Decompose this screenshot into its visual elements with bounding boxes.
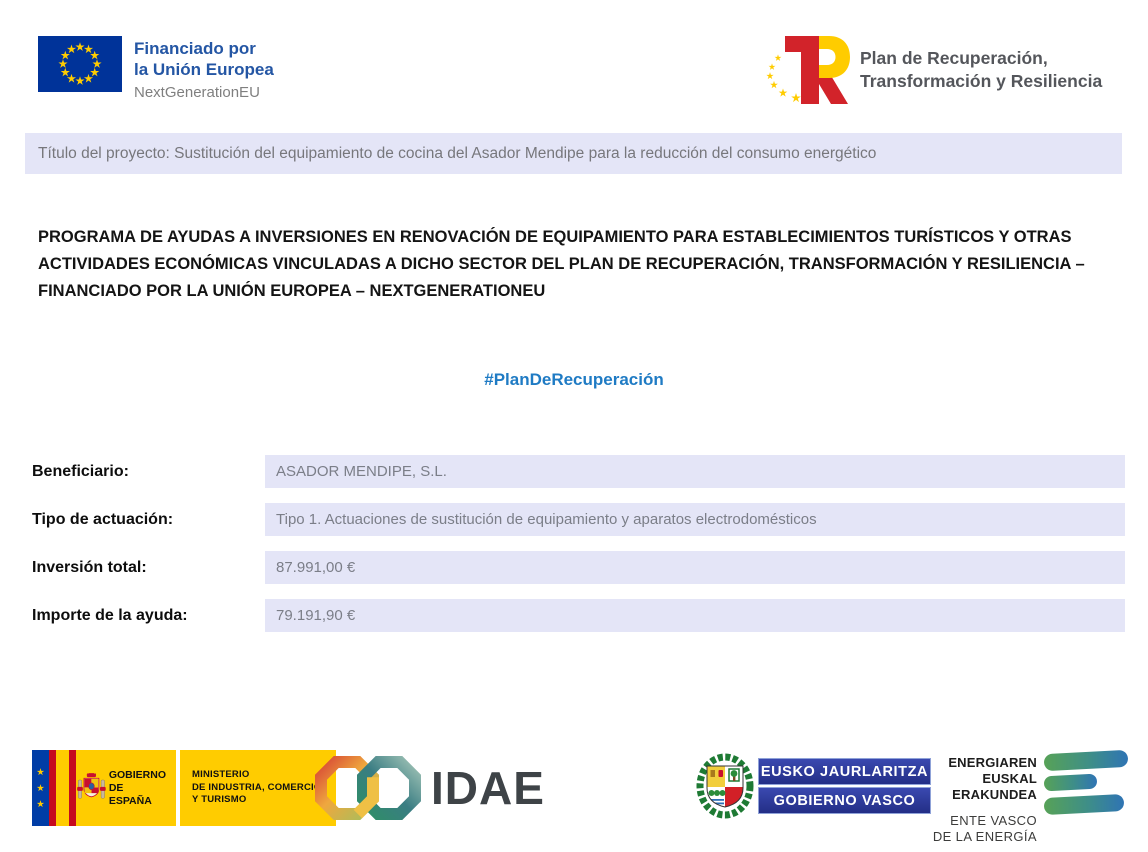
basque-coat-of-arms-icon	[694, 750, 756, 822]
spain-government-logo	[32, 750, 336, 826]
eve-label-line4: DE LA ENERGÍA	[932, 829, 1037, 844]
eve-label-line2: EUSKAL ERAKUNDEA	[952, 771, 1037, 802]
detail-label: Importe de la ayuda:	[32, 607, 188, 624]
detail-label: Beneficiario:	[32, 463, 129, 480]
spain-coat-of-arms-icon	[76, 756, 107, 820]
eu-flag-icon	[38, 36, 122, 92]
idae-rings-icon	[313, 752, 425, 824]
ministry-label-line3: Y TURISMO	[192, 794, 247, 806]
nextgenerationeu-label: NextGenerationEU	[134, 84, 260, 101]
gobierno-label-line1: GOBIERNO	[108, 768, 166, 781]
eu-funding-line1: Financiado por	[134, 39, 256, 58]
gobierno-label-line2: DE ESPAÑA	[108, 781, 152, 807]
detail-value: 87.991,00 €	[265, 551, 1125, 584]
ministry-label-line2: DE INDUSTRIA, COMERCIO	[192, 781, 322, 793]
eu-funding-logo	[38, 36, 274, 103]
eve-e-icon	[1044, 752, 1128, 813]
eve-label-line3: ENTE VASCO	[950, 813, 1037, 828]
basque-government-logo	[694, 750, 931, 822]
detail-label: Tipo de actuación:	[32, 511, 174, 528]
detail-row-beneficiario	[0, 455, 1148, 488]
prtr-logo-icon	[757, 28, 852, 112]
prtr-title-line1: Plan de Recuperación,	[860, 48, 1048, 68]
eve-label-line1: ENERGIAREN	[948, 755, 1037, 770]
detail-value: 79.191,90 €	[265, 599, 1125, 632]
detail-value: Tipo 1. Actuaciones de sustitución de equipamiento y aparatos electrodomésticos	[265, 503, 1125, 536]
program-heading: PROGRAMA DE AYUDAS A INVERSIONES EN RENOVACIÓN DE EQUIPAMIENTO PARA ESTABLECIMIENTOS TURÍSTICOS Y OTRAS ACTIVIDADES ECONÓMICAS VINCULADAS A DICHO SECTOR DEL PLAN DE RECUPERACIÓN, TRANSFORMACIÓN Y RESILIENCIA – FINANCIADO POR LA UNIÓN EUROPEA – NEXTGENERATIONEU	[38, 228, 1085, 300]
basque-gov-bar-gobierno: GOBIERNO VASCO	[758, 787, 931, 814]
detail-row-inversion-total	[0, 551, 1148, 584]
detail-row-tipo-actuacion	[0, 503, 1148, 536]
detail-row-importe-ayuda	[0, 599, 1148, 632]
spain-eu-flag-icon	[32, 750, 76, 826]
basque-gov-bar-eusko: EUSKO JAURLARITZA	[758, 758, 931, 785]
idae-label: IDAE	[431, 762, 545, 814]
ministry-label-line1: MINISTERIO	[192, 769, 250, 781]
footer-logos	[0, 748, 1148, 844]
detail-value: ASADOR MENDIPE, S.L.	[265, 455, 1125, 488]
hashtag-plan-de-recuperacion: #PlanDeRecuperación	[484, 370, 664, 389]
idae-logo	[313, 752, 545, 824]
eve-logo	[905, 752, 1128, 845]
detail-label: Inversión total:	[32, 559, 147, 576]
project-title-bar: Título del proyecto: Sustitución del equipamiento de cocina del Asador Mendipe para la reducción del consumo energético	[25, 133, 1122, 174]
prtr-logo	[757, 28, 1102, 112]
eu-funding-line2: la Unión Europea	[134, 60, 274, 79]
prtr-title-line2: Transformación y Resiliencia	[860, 71, 1103, 91]
